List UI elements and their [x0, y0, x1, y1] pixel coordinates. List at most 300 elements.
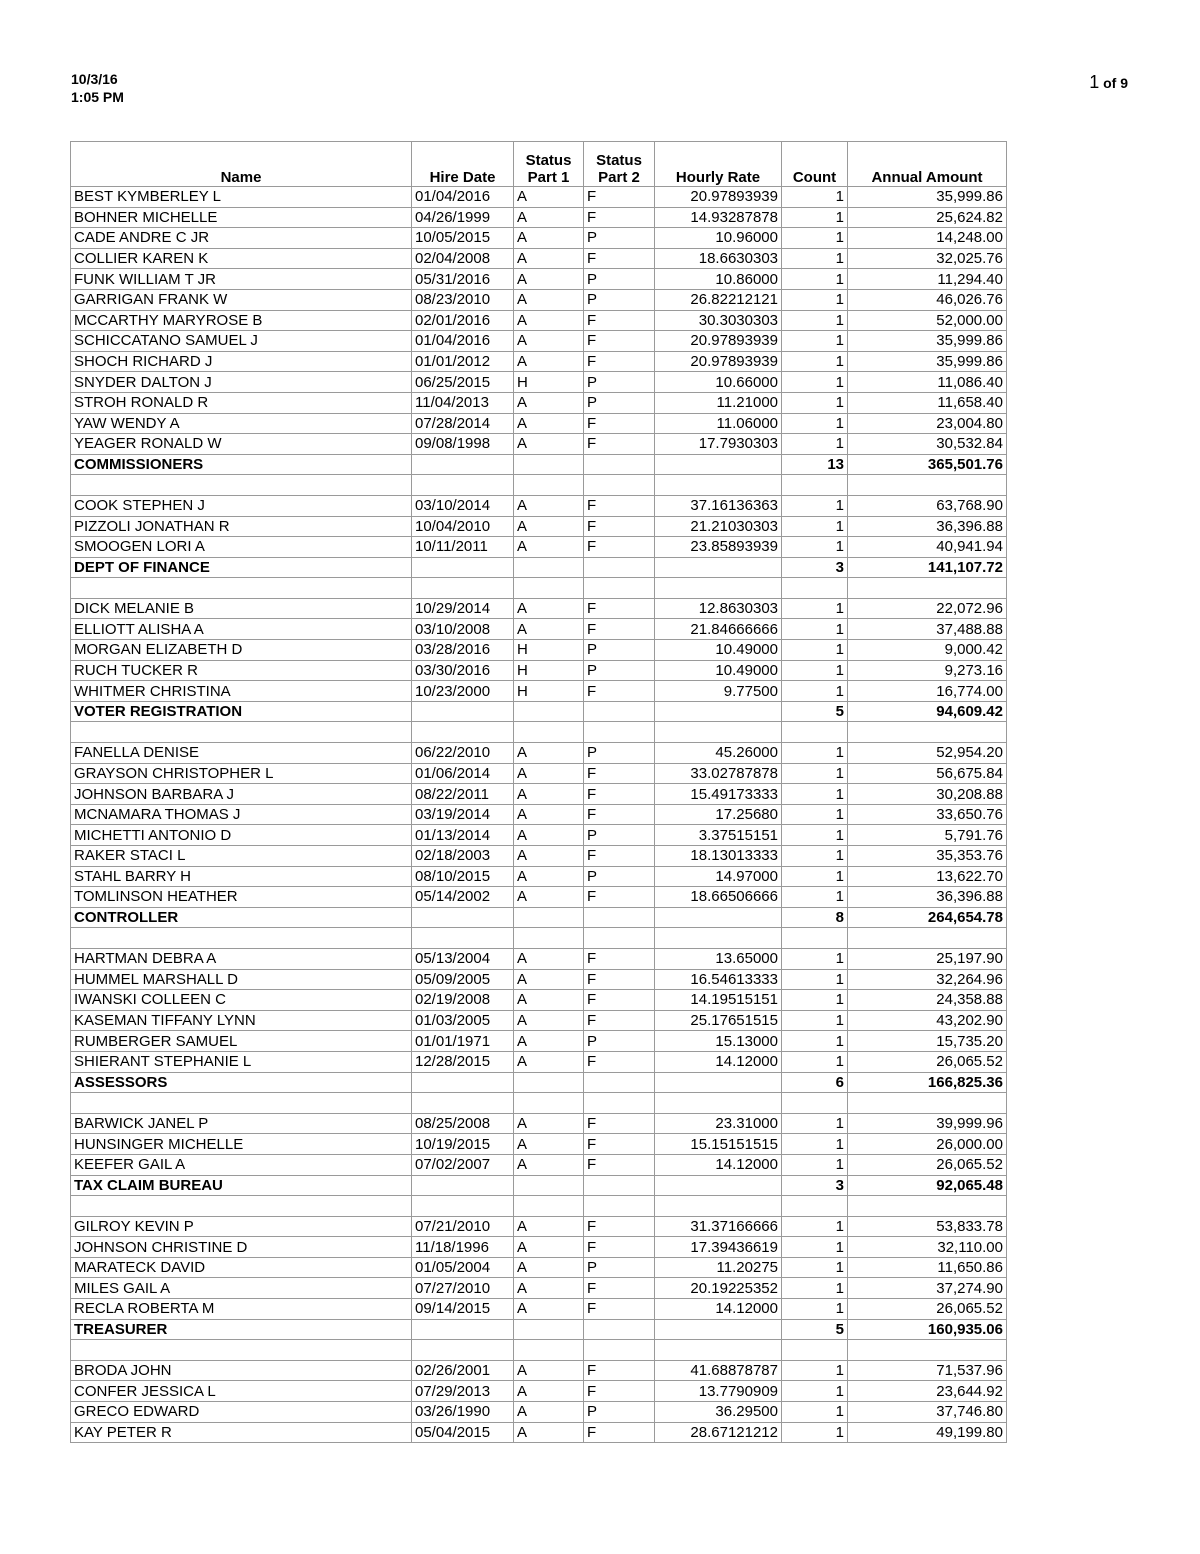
table-row — [71, 660, 1007, 681]
hire-date-cell: 10/29/2014 — [412, 598, 514, 619]
hire-date-cell: 09/08/1998 — [412, 434, 514, 455]
empty-cell — [412, 907, 514, 928]
empty-cell — [71, 1340, 412, 1361]
table-row — [71, 228, 1007, 249]
annual-amount-cell: 30,532.84 — [848, 434, 1007, 455]
status-part2-cell: F — [584, 1422, 655, 1443]
department-name: COMMISSIONERS — [71, 454, 412, 475]
hire-date-cell: 02/18/2003 — [412, 846, 514, 867]
name-cell: YAW WENDY A — [71, 413, 412, 434]
status-part2-cell: P — [584, 660, 655, 681]
hire-date-cell: 04/26/1999 — [412, 207, 514, 228]
annual-amount-cell: 36,396.88 — [848, 887, 1007, 908]
status-part2-cell: F — [584, 1010, 655, 1031]
table-row — [71, 1113, 1007, 1134]
department-count: 5 — [782, 1319, 848, 1340]
empty-cell — [514, 1072, 584, 1093]
hire-date-cell: 08/25/2008 — [412, 1113, 514, 1134]
hourly-rate-cell: 20.97893939 — [655, 331, 782, 352]
count-cell: 1 — [782, 537, 848, 558]
status-part2-cell: F — [584, 248, 655, 269]
hire-date-cell: 12/28/2015 — [412, 1051, 514, 1072]
hourly-rate-cell: 36.29500 — [655, 1402, 782, 1423]
count-cell: 1 — [782, 598, 848, 619]
hire-date-cell: 01/01/2012 — [412, 351, 514, 372]
count-cell: 1 — [782, 1154, 848, 1175]
annual-amount-cell: 23,644.92 — [848, 1381, 1007, 1402]
table-row — [71, 310, 1007, 331]
status-part1-cell: A — [514, 1113, 584, 1134]
status-part2-cell: F — [584, 1134, 655, 1155]
hourly-rate-cell: 11.21000 — [655, 392, 782, 413]
table-row — [71, 866, 1007, 887]
hourly-rate-cell: 9.77500 — [655, 681, 782, 702]
annual-amount-cell: 39,999.96 — [848, 1113, 1007, 1134]
status-part2-cell: F — [584, 1051, 655, 1072]
table-row — [71, 434, 1007, 455]
empty-cell — [584, 1319, 655, 1340]
payroll-table — [70, 141, 1007, 1443]
hourly-rate-cell: 18.6630303 — [655, 248, 782, 269]
status-part2-cell: F — [584, 187, 655, 208]
table-row — [71, 495, 1007, 516]
hire-date-cell: 08/10/2015 — [412, 866, 514, 887]
department-count: 6 — [782, 1072, 848, 1093]
department-name: TAX CLAIM BUREAU — [71, 1175, 412, 1196]
hire-date-cell: 01/04/2016 — [412, 331, 514, 352]
status-part1-cell: A — [514, 392, 584, 413]
status-part1-cell: A — [514, 289, 584, 310]
empty-cell — [655, 557, 782, 578]
department-subtotal-row — [71, 454, 1007, 475]
name-cell: KAY PETER R — [71, 1422, 412, 1443]
count-cell: 1 — [782, 1257, 848, 1278]
annual-amount-cell: 40,941.94 — [848, 537, 1007, 558]
table-row — [71, 1257, 1007, 1278]
status-part2-cell: P — [584, 640, 655, 661]
hire-date-cell: 06/25/2015 — [412, 372, 514, 393]
empty-cell — [655, 1175, 782, 1196]
annual-amount-cell: 37,274.90 — [848, 1278, 1007, 1299]
hourly-rate-cell: 25.17651515 — [655, 1010, 782, 1031]
annual-amount-cell: 25,197.90 — [848, 948, 1007, 969]
table-row — [71, 537, 1007, 558]
annual-amount-cell: 11,086.40 — [848, 372, 1007, 393]
status-part1-cell: A — [514, 619, 584, 640]
name-cell: HUNSINGER MICHELLE — [71, 1134, 412, 1155]
report-date: 10/3/16 — [71, 71, 118, 87]
hourly-rate-cell: 14.12000 — [655, 1299, 782, 1320]
hire-date-cell: 10/11/2011 — [412, 537, 514, 558]
status-part1-cell: A — [514, 969, 584, 990]
empty-cell — [71, 1196, 412, 1217]
status-part2-cell: F — [584, 887, 655, 908]
name-cell: GRAYSON CHRISTOPHER L — [71, 763, 412, 784]
count-cell: 1 — [782, 392, 848, 413]
status-part2-cell: F — [584, 846, 655, 867]
status-part2-cell: F — [584, 207, 655, 228]
hire-date-cell: 03/30/2016 — [412, 660, 514, 681]
report-date-time — [71, 70, 124, 106]
page-of: of 9 — [1103, 75, 1128, 91]
status-part1-cell: A — [514, 846, 584, 867]
hire-date-cell: 08/22/2011 — [412, 784, 514, 805]
hourly-rate-cell: 31.37166666 — [655, 1216, 782, 1237]
name-cell: BOHNER MICHELLE — [71, 207, 412, 228]
count-cell: 1 — [782, 228, 848, 249]
empty-cell — [584, 1072, 655, 1093]
status-part2-cell: F — [584, 434, 655, 455]
department-total: 264,654.78 — [848, 907, 1007, 928]
empty-cell — [584, 475, 655, 496]
name-cell: KASEMAN TIFFANY LYNN — [71, 1010, 412, 1031]
annual-amount-cell: 32,264.96 — [848, 969, 1007, 990]
count-cell: 1 — [782, 1051, 848, 1072]
name-cell: FANELLA DENISE — [71, 743, 412, 764]
annual-amount-cell: 11,294.40 — [848, 269, 1007, 290]
status-part1-cell: A — [514, 1422, 584, 1443]
empty-cell — [412, 475, 514, 496]
empty-cell — [782, 578, 848, 599]
empty-cell — [514, 578, 584, 599]
table-row — [71, 681, 1007, 702]
hire-date-cell: 06/22/2010 — [412, 743, 514, 764]
table-row — [71, 1154, 1007, 1175]
name-cell: TOMLINSON HEATHER — [71, 887, 412, 908]
hourly-rate-cell: 10.96000 — [655, 228, 782, 249]
count-cell: 1 — [782, 763, 848, 784]
empty-cell — [655, 1319, 782, 1340]
table-row — [71, 1381, 1007, 1402]
department-subtotal-row — [71, 1175, 1007, 1196]
table-row — [71, 372, 1007, 393]
hourly-rate-cell: 45.26000 — [655, 743, 782, 764]
table-row — [71, 598, 1007, 619]
table-row — [71, 804, 1007, 825]
empty-cell — [584, 1196, 655, 1217]
annual-amount-cell: 37,746.80 — [848, 1402, 1007, 1423]
table-row — [71, 640, 1007, 661]
hourly-rate-cell: 37.16136363 — [655, 495, 782, 516]
annual-amount-cell: 35,999.86 — [848, 187, 1007, 208]
department-count: 3 — [782, 557, 848, 578]
status-part1-cell: A — [514, 887, 584, 908]
hourly-rate-cell: 20.97893939 — [655, 351, 782, 372]
count-cell: 1 — [782, 866, 848, 887]
status-part1-cell: A — [514, 1299, 584, 1320]
hire-date-cell: 05/14/2002 — [412, 887, 514, 908]
status-part2-cell: F — [584, 804, 655, 825]
empty-cell — [655, 928, 782, 949]
annual-amount-cell: 43,202.90 — [848, 1010, 1007, 1031]
hire-date-cell: 10/05/2015 — [412, 228, 514, 249]
empty-cell — [412, 928, 514, 949]
hourly-rate-cell: 10.49000 — [655, 640, 782, 661]
count-cell: 1 — [782, 1237, 848, 1258]
status-part2-cell: F — [584, 495, 655, 516]
annual-amount-cell: 35,999.86 — [848, 331, 1007, 352]
count-cell: 1 — [782, 1031, 848, 1052]
hire-date-cell: 11/18/1996 — [412, 1237, 514, 1258]
hire-date-cell: 03/10/2008 — [412, 619, 514, 640]
empty-cell — [514, 907, 584, 928]
count-cell: 1 — [782, 1216, 848, 1237]
status-part1-cell: A — [514, 1237, 584, 1258]
name-cell: YEAGER RONALD W — [71, 434, 412, 455]
name-cell: RUMBERGER SAMUEL — [71, 1031, 412, 1052]
status-part1-cell: A — [514, 743, 584, 764]
department-count: 3 — [782, 1175, 848, 1196]
empty-cell — [412, 1072, 514, 1093]
annual-amount-cell: 16,774.00 — [848, 681, 1007, 702]
table-row — [71, 969, 1007, 990]
table-row — [71, 269, 1007, 290]
name-cell: COLLIER KAREN K — [71, 248, 412, 269]
department-subtotal-row — [71, 1319, 1007, 1340]
name-cell: CONFER JESSICA L — [71, 1381, 412, 1402]
empty-cell — [412, 1175, 514, 1196]
hourly-rate-cell: 15.13000 — [655, 1031, 782, 1052]
hire-date-cell: 07/29/2013 — [412, 1381, 514, 1402]
table-row — [71, 1134, 1007, 1155]
annual-amount-cell: 53,833.78 — [848, 1216, 1007, 1237]
status-part2-cell: P — [584, 825, 655, 846]
hire-date-cell: 03/26/1990 — [412, 1402, 514, 1423]
status-part1-cell: A — [514, 763, 584, 784]
status-part1-cell: A — [514, 1381, 584, 1402]
hourly-rate-cell: 14.93287878 — [655, 207, 782, 228]
hourly-rate-cell: 11.20275 — [655, 1257, 782, 1278]
count-cell: 1 — [782, 1134, 848, 1155]
empty-cell — [514, 557, 584, 578]
status-part2-cell: P — [584, 1257, 655, 1278]
hourly-rate-cell: 10.66000 — [655, 372, 782, 393]
table-row — [71, 392, 1007, 413]
hire-date-cell: 03/28/2016 — [412, 640, 514, 661]
name-cell: ELLIOTT ALISHA A — [71, 619, 412, 640]
name-cell: JOHNSON CHRISTINE D — [71, 1237, 412, 1258]
spacer-row — [71, 722, 1007, 743]
hire-date-cell: 07/28/2014 — [412, 413, 514, 434]
department-total: 166,825.36 — [848, 1072, 1007, 1093]
name-cell: SHIERANT STEPHANIE L — [71, 1051, 412, 1072]
empty-cell — [584, 722, 655, 743]
name-cell: SNYDER DALTON J — [71, 372, 412, 393]
status-part2-cell: F — [584, 598, 655, 619]
hire-date-cell: 01/06/2014 — [412, 763, 514, 784]
name-cell: RAKER STACI L — [71, 846, 412, 867]
hire-date-cell: 08/23/2010 — [412, 289, 514, 310]
table-row — [71, 1031, 1007, 1052]
empty-cell — [655, 1340, 782, 1361]
empty-cell — [514, 1319, 584, 1340]
count-cell: 1 — [782, 969, 848, 990]
annual-amount-cell: 26,065.52 — [848, 1154, 1007, 1175]
name-cell: STROH RONALD R — [71, 392, 412, 413]
department-total: 160,935.06 — [848, 1319, 1007, 1340]
table-row — [71, 413, 1007, 434]
hire-date-cell: 10/04/2010 — [412, 516, 514, 537]
col-status-part1-line2: Part 1 — [527, 169, 570, 186]
status-part1-cell: A — [514, 1154, 584, 1175]
count-cell: 1 — [782, 887, 848, 908]
annual-amount-cell: 11,658.40 — [848, 392, 1007, 413]
hourly-rate-cell: 17.25680 — [655, 804, 782, 825]
hire-date-cell: 02/19/2008 — [412, 990, 514, 1011]
count-cell: 1 — [782, 434, 848, 455]
hire-date-cell: 09/14/2015 — [412, 1299, 514, 1320]
count-cell: 1 — [782, 269, 848, 290]
hourly-rate-cell: 17.7930303 — [655, 434, 782, 455]
annual-amount-cell: 25,624.82 — [848, 207, 1007, 228]
hourly-rate-cell: 20.19225352 — [655, 1278, 782, 1299]
count-cell: 1 — [782, 990, 848, 1011]
table-row — [71, 516, 1007, 537]
name-cell: SMOOGEN LORI A — [71, 537, 412, 558]
count-cell: 1 — [782, 846, 848, 867]
empty-cell — [412, 1196, 514, 1217]
status-part2-cell: F — [584, 537, 655, 558]
col-status-part2-line1: Status — [596, 152, 642, 169]
count-cell: 1 — [782, 351, 848, 372]
hourly-rate-cell: 17.39436619 — [655, 1237, 782, 1258]
empty-cell — [655, 475, 782, 496]
status-part2-cell: P — [584, 1031, 655, 1052]
annual-amount-cell: 5,791.76 — [848, 825, 1007, 846]
col-annual-amount: Annual Amount — [848, 142, 1007, 187]
status-part2-cell: F — [584, 619, 655, 640]
count-cell: 1 — [782, 331, 848, 352]
col-count: Count — [782, 142, 848, 187]
empty-cell — [514, 1340, 584, 1361]
table-row — [71, 1402, 1007, 1423]
status-part2-cell: F — [584, 351, 655, 372]
empty-cell — [655, 1093, 782, 1114]
department-count: 13 — [782, 454, 848, 475]
name-cell: BARWICK JANEL P — [71, 1113, 412, 1134]
annual-amount-cell: 37,488.88 — [848, 619, 1007, 640]
annual-amount-cell: 52,954.20 — [848, 743, 1007, 764]
hourly-rate-cell: 21.21030303 — [655, 516, 782, 537]
status-part1-cell: H — [514, 372, 584, 393]
empty-cell — [782, 1196, 848, 1217]
count-cell: 1 — [782, 948, 848, 969]
name-cell: FUNK WILLIAM T JR — [71, 269, 412, 290]
status-part1-cell: A — [514, 1216, 584, 1237]
empty-cell — [584, 1093, 655, 1114]
count-cell: 1 — [782, 743, 848, 764]
table-row — [71, 331, 1007, 352]
empty-cell — [655, 907, 782, 928]
empty-cell — [514, 1175, 584, 1196]
name-cell: GILROY KEVIN P — [71, 1216, 412, 1237]
count-cell: 1 — [782, 1402, 848, 1423]
department-subtotal-row — [71, 557, 1007, 578]
department-name: VOTER REGISTRATION — [71, 701, 412, 722]
empty-cell — [584, 928, 655, 949]
empty-cell — [584, 454, 655, 475]
table-row — [71, 990, 1007, 1011]
empty-cell — [655, 1072, 782, 1093]
annual-amount-cell: 30,208.88 — [848, 784, 1007, 805]
hourly-rate-cell: 15.15151515 — [655, 1134, 782, 1155]
table-body — [71, 187, 1007, 1443]
hourly-rate-cell: 14.19515151 — [655, 990, 782, 1011]
hourly-rate-cell: 23.85893939 — [655, 537, 782, 558]
annual-amount-cell: 24,358.88 — [848, 990, 1007, 1011]
table-row — [71, 351, 1007, 372]
empty-cell — [584, 1175, 655, 1196]
count-cell: 1 — [782, 1278, 848, 1299]
empty-cell — [71, 722, 412, 743]
annual-amount-cell: 13,622.70 — [848, 866, 1007, 887]
name-cell: JOHNSON BARBARA J — [71, 784, 412, 805]
annual-amount-cell: 26,065.52 — [848, 1299, 1007, 1320]
table-row — [71, 743, 1007, 764]
hire-date-cell: 07/21/2010 — [412, 1216, 514, 1237]
hourly-rate-cell: 18.66506666 — [655, 887, 782, 908]
table-row — [71, 887, 1007, 908]
hourly-rate-cell: 16.54613333 — [655, 969, 782, 990]
annual-amount-cell: 9,273.16 — [848, 660, 1007, 681]
name-cell: MILES GAIL A — [71, 1278, 412, 1299]
hire-date-cell: 02/26/2001 — [412, 1360, 514, 1381]
name-cell: HARTMAN DEBRA A — [71, 948, 412, 969]
empty-cell — [584, 578, 655, 599]
empty-cell — [71, 578, 412, 599]
hourly-rate-cell: 15.49173333 — [655, 784, 782, 805]
table-row — [71, 1299, 1007, 1320]
empty-cell — [584, 701, 655, 722]
annual-amount-cell: 22,072.96 — [848, 598, 1007, 619]
status-part1-cell: A — [514, 804, 584, 825]
status-part2-cell: F — [584, 784, 655, 805]
annual-amount-cell: 11,650.86 — [848, 1257, 1007, 1278]
table-row — [71, 1278, 1007, 1299]
empty-cell — [412, 578, 514, 599]
name-cell: CADE ANDRE C JR — [71, 228, 412, 249]
table-row — [71, 248, 1007, 269]
empty-cell — [782, 1340, 848, 1361]
count-cell: 1 — [782, 516, 848, 537]
count-cell: 1 — [782, 825, 848, 846]
hourly-rate-cell: 12.8630303 — [655, 598, 782, 619]
empty-cell — [655, 454, 782, 475]
hire-date-cell: 05/09/2005 — [412, 969, 514, 990]
annual-amount-cell: 32,025.76 — [848, 248, 1007, 269]
department-subtotal-row — [71, 701, 1007, 722]
annual-amount-cell: 46,026.76 — [848, 289, 1007, 310]
col-status-part2-line2: Part 2 — [598, 169, 640, 186]
name-cell: RECLA ROBERTA M — [71, 1299, 412, 1320]
status-part2-cell: P — [584, 392, 655, 413]
hourly-rate-cell: 14.12000 — [655, 1154, 782, 1175]
hourly-rate-cell: 18.13013333 — [655, 846, 782, 867]
empty-cell — [514, 722, 584, 743]
col-status-part2 — [584, 142, 655, 187]
department-name: TREASURER — [71, 1319, 412, 1340]
status-part1-cell: A — [514, 434, 584, 455]
status-part2-cell: F — [584, 1154, 655, 1175]
hourly-rate-cell: 23.31000 — [655, 1113, 782, 1134]
name-cell: GRECO EDWARD — [71, 1402, 412, 1423]
hire-date-cell: 02/01/2016 — [412, 310, 514, 331]
status-part2-cell: F — [584, 1237, 655, 1258]
empty-cell — [782, 475, 848, 496]
department-total: 92,065.48 — [848, 1175, 1007, 1196]
hourly-rate-cell: 10.86000 — [655, 269, 782, 290]
status-part1-cell: A — [514, 537, 584, 558]
